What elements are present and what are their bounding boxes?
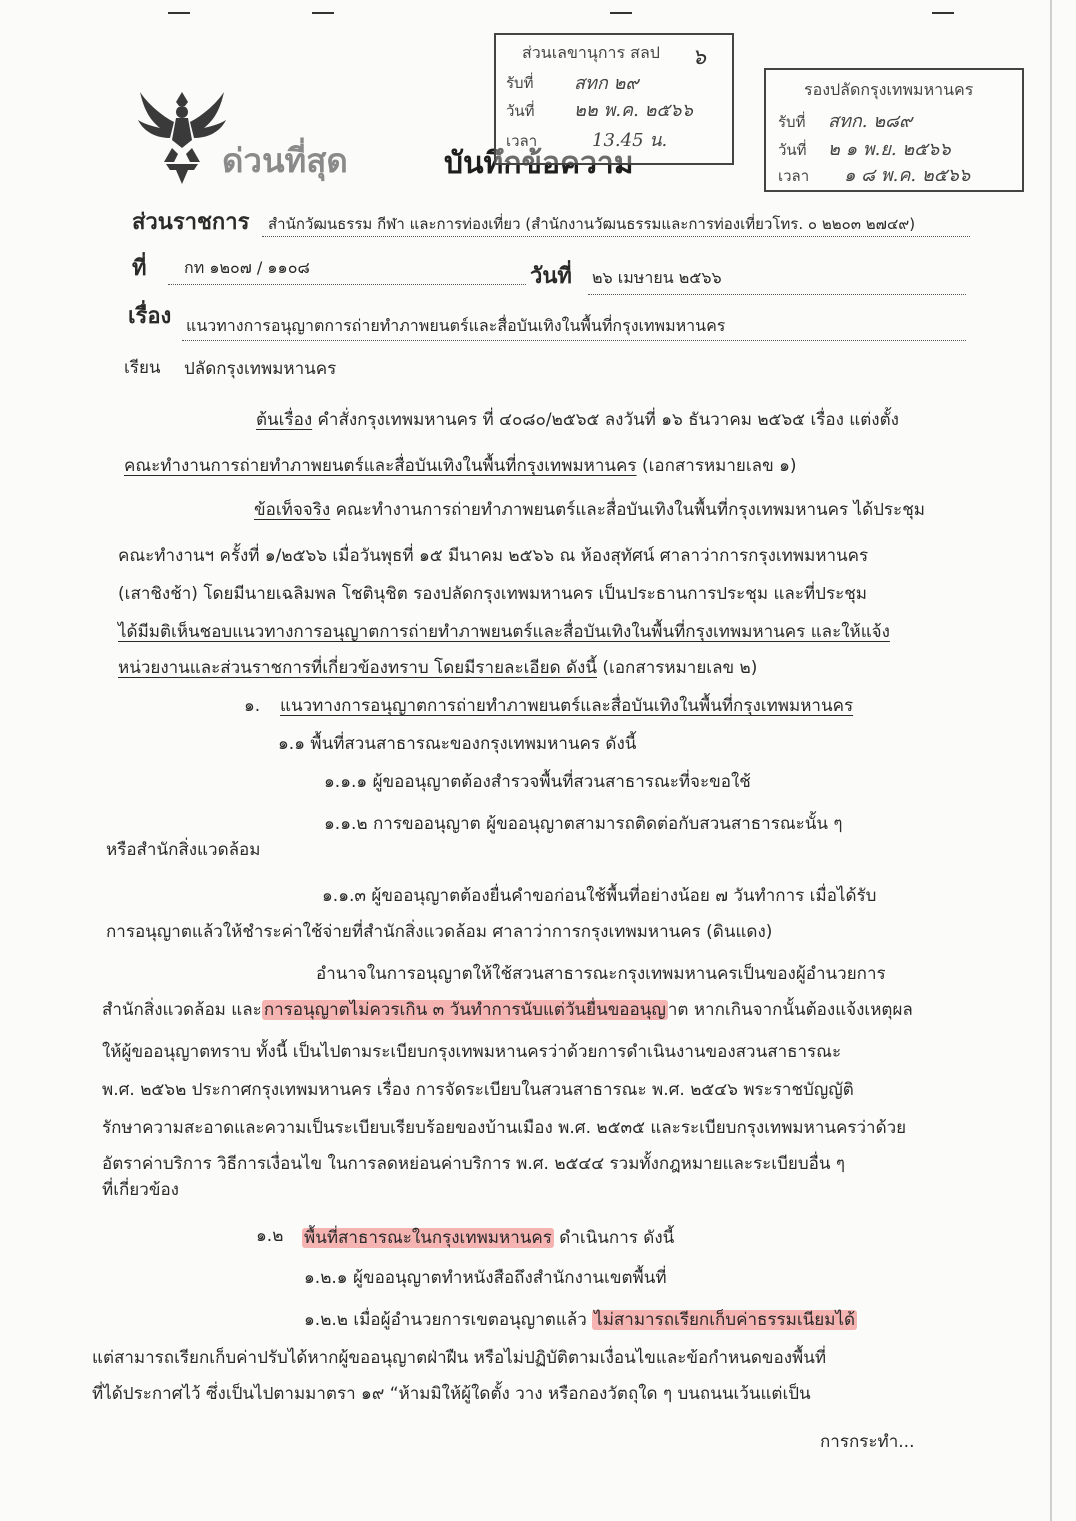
section-1-2 (302, 1226, 674, 1250)
section-1-1-3: ๑.๑.๓ ผู้ขออนุญาตต้องยื่นคำขอก่อนใช้พื้นที่อย่างน้อย ๗ วันทำการ เมื่อได้รับ (322, 886, 877, 906)
continued-marker: การกระทำ... (820, 1432, 915, 1452)
section-1-2-number: ๑.๒ (256, 1226, 284, 1246)
reference-number: กท ๑๒๐๗ / ๑๑๐๘ (184, 258, 310, 277)
stamp-date-value: ๒ ๑ พ.ย. ๒๕๖๖ (828, 139, 951, 160)
stamp-time-value: 13.45 น. (592, 130, 668, 151)
document-title: บันทึกข้อความ (444, 146, 634, 181)
body-line: อำนาจในการอนุญาตให้ใช้สวนสาธารณะกรุงเทพมหานครเป็นของผู้อำนวยการ (316, 964, 886, 984)
authority-text: าต หากเกินจากนั้นต้องแจ้งเหตุผล (667, 1000, 913, 1020)
fact-text: คณะทำงานการถ่ายทำภาพยนตร์และสื่อบันเทิงในพื้นที่กรุงเทพมหานคร ได้ประชุม (335, 500, 925, 520)
resolution-line: หน่วยงานและส่วนราชการที่เกี่ยวข้องทราบ โดยมีรายละเอียด ดังนี้ (118, 658, 597, 678)
fact-heading: ข้อเท็จจริง (254, 500, 331, 520)
resolution-line: ได้มีมติเห็นชอบแนวทางการอนุญาตการถ่ายทำภาพยนตร์และสื่อบันเทิงในพื้นที่กรุงเทพมหานคร และให้แจ้ง (118, 622, 890, 642)
scan-mark (932, 12, 954, 14)
section-1-number: ๑. (244, 696, 261, 716)
date-label: วันที่ (530, 264, 572, 289)
scan-mark (168, 12, 190, 14)
stamp-date-label: วันที่ (778, 141, 807, 159)
authority-text: สำนักสิ่งแวดล้อม และ (102, 1000, 262, 1020)
body-line (254, 498, 925, 522)
agency-value: สำนักวัฒนธรรม กีฬา และการท่องเที่ยว (สำนักงานวัฒนธรรมและการท่องเที่ยวโทร. ๐ ๒๒๐๓ ๒๗๔๙) (268, 215, 916, 233)
subject-underline (182, 340, 966, 341)
section-1-1-2: ๑.๑.๒ การขออนุญาต ผู้ขออนุญาตสามารถติดต่อกับสวนสาธารณะนั้น ๆ (324, 814, 843, 834)
stamp-receive-number: สทก. ๒๘๙ (828, 111, 913, 132)
section-1-1-2-cont: หรือสำนักสิ่งแวดล้อม (106, 840, 261, 860)
origin-heading: ต้นเรื่อง (256, 410, 313, 430)
stamp-title: รองปลัดกรุงเทพมหานคร (804, 80, 974, 99)
body-line (256, 408, 899, 432)
stamp-receive-label: รับที่ (778, 113, 806, 131)
body-line: รักษาความสะอาดและความเป็นระเบียบเรียบร้อยของบ้านเมือง พ.ศ. ๒๕๓๕ และระเบียบกรุงเทพมหานครว่าด้วย (102, 1118, 907, 1138)
body-line: คณะทำงานฯ ครั้งที่ ๑/๒๕๖๖ เมื่อวันพุธที่ ๑๕ มีนาคม ๒๕๖๖ ณ ห้องสุทัศน์ ศาลาว่าการกรุงเทพมหานคร (118, 546, 869, 566)
section-1-2-2-text: ๑.๒.๒ เมื่อผู้อำนวยการเขตอนุญาตแล้ว (304, 1310, 593, 1330)
stamp-time-label: เวลา (778, 167, 810, 185)
stamp-receive-label: รับที่ (506, 74, 534, 92)
section-1-2-text: ดำเนินการ ดังนี้ (553, 1228, 675, 1248)
stamp-date-label: วันที่ (506, 102, 535, 120)
highlighted-time-limit: การอนุญาตไม่ควรเกิน ๓ วันทำการนับแต่วันยื่นขออนุญ (263, 1000, 666, 1020)
scan-mark (312, 12, 334, 14)
body-line (102, 998, 913, 1022)
salutation-label: เรียน (124, 358, 161, 378)
attachment-reference: (เอกสารหมายเลข ๑) (636, 456, 797, 476)
section-1-2-1: ๑.๒.๑ ผู้ขออนุญาตทำหนังสือถึงสำนักงานเขตพื้นที่ (304, 1268, 667, 1288)
origin-text: คำสั่งกรุงเทพมหานคร ที่ ๔๐๘๐/๒๕๖๕ ลงวันที่ ๑๖ ธันวาคม ๒๕๖๕ เรื่อง แต่งตั้ง (317, 410, 899, 430)
date-underline (588, 294, 966, 295)
section-1-1-3-cont: การอนุญาตแล้วให้ชำระค่าใช้จ่ายที่สำนักสิ่งแวดล้อม ศาลาว่าการกรุงเทพมหานคร (ดินแดง) (106, 922, 773, 942)
agency-underline (262, 236, 970, 237)
subject-label: เรื่อง (128, 304, 172, 329)
body-line: พ.ศ. ๒๕๖๒ ประกาศกรุงเทพมหานคร เรื่อง การจัดระเบียบในสวนสาธารณะ พ.ศ. ๒๕๔๖ พระราชบัญญัติ (102, 1080, 854, 1100)
stamp-date-value: ๒๒ พ.ค. ๒๕๖๖ (574, 100, 693, 121)
section-1-title: แนวทางการอนุญาตการถ่ายทำภาพยนตร์และสื่อบันเทิงในพื้นที่กรุงเทพมหานคร (280, 696, 854, 716)
receive-stamp-deputy-permanent-secretary (764, 68, 1024, 192)
stamp-time-label: เวลา (506, 132, 538, 150)
body-line: ที่เกี่ยวข้อง (102, 1180, 179, 1200)
stamp-handwritten-mark: ๖ (692, 45, 706, 70)
stamp-receive-number: สทก ๒๙ (574, 73, 639, 94)
stamp-title: ส่วนเลขานุการ สลป (522, 43, 660, 62)
salutation-recipient: ปลัดกรุงเทพมหานคร (184, 359, 337, 379)
working-group-name: คณะทำงานการถ่ายทำภาพยนตร์และสื่อบันเทิงในพื้นที่กรุงเทพมหานคร (124, 456, 637, 476)
reference-label: ที่ (132, 256, 147, 281)
garuda-emblem-icon (136, 86, 228, 186)
urgency-label: ด่วนที่สุด (222, 141, 348, 180)
date-value: ๒๖ เมษายน ๒๕๖๖ (592, 268, 722, 287)
attachment-reference: (เอกสารหมายเลข ๒) (596, 658, 758, 678)
body-line (118, 656, 757, 680)
subject-value: แนวทางการอนุญาตการถ่ายทำภาพยนตร์และสื่อบันเทิงในพื้นที่กรุงเทพมหานคร (186, 316, 726, 335)
body-line: แต่สามารถเรียกเก็บค่าปรับได้หากผู้ขออนุญาตฝ่าฝืน หรือไม่ปฏิบัติตามเงื่อนไขและข้อกำหนดของพื้นที่ (92, 1348, 827, 1368)
highlighted-no-fee: ไม่สามารถเรียกเก็บค่าธรรมเนียมได้ (594, 1310, 856, 1330)
section-1-1: ๑.๑ พื้นที่สวนสาธารณะของกรุงเทพมหานคร ดังนี้ (278, 734, 637, 754)
body-line: ให้ผู้ขออนุญาตทราบ ทั้งนี้ เป็นไปตามระเบียบกรุงเทพมหานครว่าด้วยการดำเนินงานของสวนสาธารณะ (102, 1042, 842, 1062)
scan-edge (1050, 0, 1052, 1521)
section-1-2-2 (304, 1308, 857, 1332)
scan-mark (610, 12, 632, 14)
body-line: ที่ได้ประกาศไว้ ซึ่งเป็นไปตามมาตรา ๑๙ “ห้ามมิให้ผู้ใดตั้ง วาง หรือกองวัตถุใด ๆ บนถนนเว้นแต่เป็น (92, 1384, 811, 1404)
reference-underline (168, 284, 526, 285)
highlighted-public-area: พื้นที่สาธารณะในกรุงเทพมหานคร (304, 1228, 552, 1248)
agency-label: ส่วนราชการ (132, 210, 250, 235)
section-1-1-1: ๑.๑.๑ ผู้ขออนุญาตต้องสำรวจพื้นที่สวนสาธารณะที่จะขอใช้ (324, 772, 751, 792)
stamp-time-value: ๑ ๘ พ.ค. ๒๕๖๖ (844, 165, 971, 186)
body-line: อัตราค่าบริการ วิธีการเงื่อนไข ในการลดหย่อนค่าบริการ พ.ศ. ๒๕๔๔ รวมทั้งกฎหมายและระเบียบอื่น ๆ (102, 1154, 846, 1174)
body-line: (เสาชิงช้า) โดยมีนายเฉลิมพล โชตินุชิต รองปลัดกรุงเทพมหานคร เป็นประธานการประชุม และที่ประชุม (118, 584, 867, 604)
receive-stamp-secretariat (494, 33, 734, 165)
body-line (124, 454, 797, 478)
